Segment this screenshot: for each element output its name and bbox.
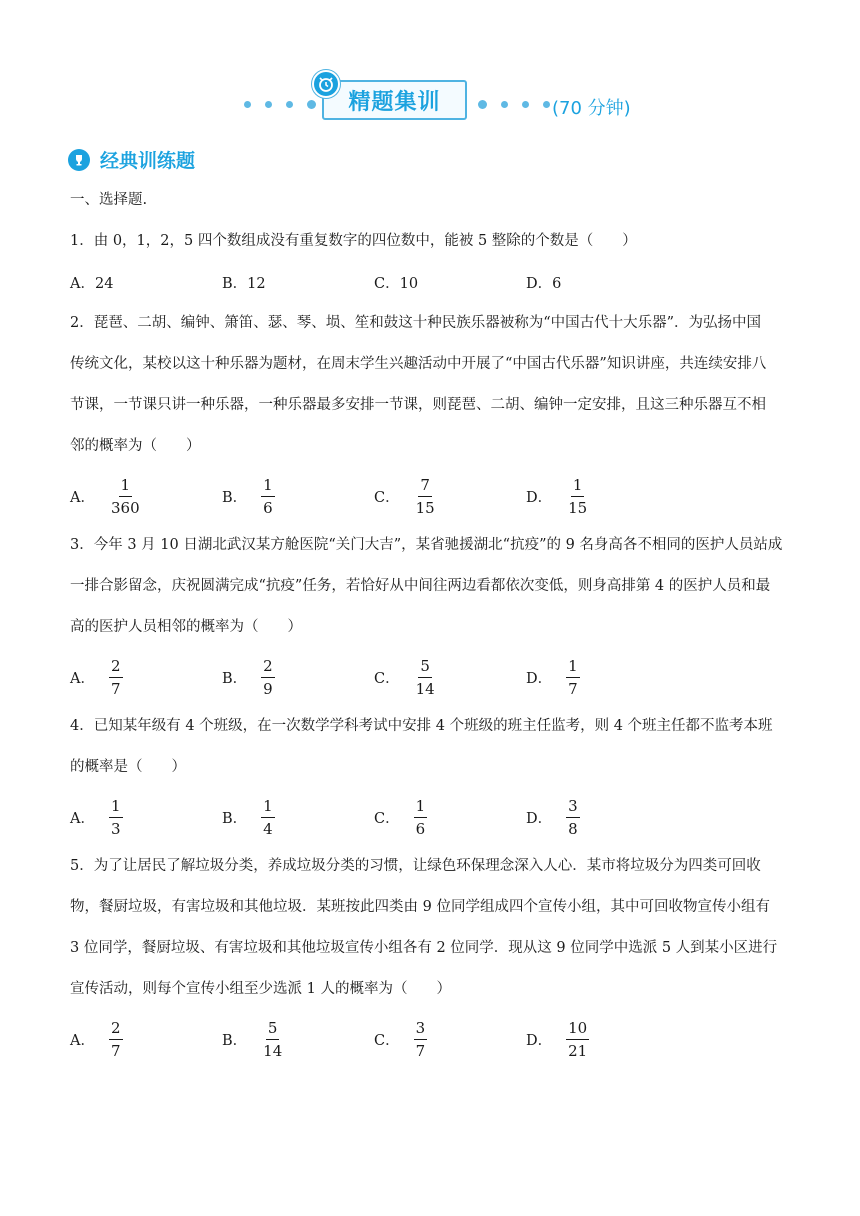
fraction-denominator: 7 [415,1041,426,1060]
option-label: A． [70,489,95,506]
option-choice[interactable] [374,272,526,293]
option-choice[interactable] [70,272,222,293]
question-text-line: 高的医护人员相邻的概率为（ ） [70,619,302,635]
fraction [261,1017,284,1062]
question-text-line: 邻的概率为（ ） [70,438,201,454]
alarm-clock-icon [312,70,340,98]
option-label: C． [374,489,400,506]
question-text-line: 节课，一节课只讲一种乐器，一种乐器最多安排一节课，则琵琶、二胡、编钟一定安排，且这三种乐器互不相 [70,397,766,413]
fraction-numerator: 2 [109,1017,123,1040]
fraction-numerator: 1 [414,795,428,818]
option-row [70,262,795,303]
question [70,221,795,303]
question [70,706,795,846]
option-row [70,1010,795,1068]
option-choice[interactable] [222,795,374,840]
option-choice[interactable] [374,474,526,519]
option-choice[interactable] [70,1017,222,1062]
option-label: B．12 [222,276,266,292]
right-dot-decoration [478,100,550,109]
fraction-denominator: 9 [263,679,273,698]
question-text-line: 3 位同学，餐厨垃圾、有害垃圾和其他垃圾宣传小组各有 2 位同学．现从这 9 位同学中选派 5 人到某小区进行 [70,940,778,956]
option-choice[interactable] [374,655,526,700]
option-label: C． [374,670,400,687]
time-limit: (70 分钟) [552,98,631,119]
option-label: A．24 [70,276,114,292]
fraction-denominator: 14 [263,1041,283,1060]
fraction [566,474,589,519]
option-choice[interactable] [374,795,526,840]
header-banner [0,76,860,126]
fraction-numerator: 1 [261,474,275,497]
fraction-numerator: 3 [566,795,580,818]
fraction-denominator: 6 [263,498,273,517]
fraction-numerator: 2 [109,655,123,678]
fraction-denominator: 7 [110,1041,121,1060]
option-label: B． [222,1032,248,1049]
question-text-line: 1．由 0，1，2，5 四个数组成没有重复数字的四位数中，能被 5 整除的个数是（ ） [70,233,637,249]
option-choice[interactable] [222,655,374,700]
question [70,303,795,525]
option-choice[interactable] [374,1017,526,1062]
option-label: C．10 [374,276,419,292]
question-text-line: 一排合影留念，庆祝圆满完成“抗疫”任务，若恰好从中间往两边看都依次变低，则身高排第 4 的医护人员和最 [70,578,771,594]
fraction-denominator: 7 [110,679,121,698]
fraction-denominator: 8 [568,819,578,838]
fraction [414,795,428,840]
option-choice[interactable] [526,474,678,519]
fraction-numerator: 10 [566,1017,589,1040]
fraction [414,1017,428,1062]
option-label: C． [374,1032,400,1049]
option-choice[interactable] [70,795,222,840]
option-label: D．6 [526,276,562,292]
question-text-line: 的概率是（ ） [70,759,186,775]
fraction [261,655,275,700]
fraction-numerator: 1 [566,655,580,678]
option-label: A． [70,810,95,827]
option-row [70,467,795,525]
fraction-numerator: 1 [119,474,133,497]
fraction [109,1017,123,1062]
fraction-denominator: 4 [263,819,273,838]
fraction [109,795,123,840]
question-text-line: 2．琵琶、二胡、编钟、箫笛、瑟、琴、埙、笙和鼓这十种民族乐器被称为“中国古代十大乐器”．为弘扬中国 [70,315,762,331]
fraction-denominator: 15 [415,498,435,517]
question-text-line: 传统文化，某校以这十种乐器为题材，在周末学生兴趣活动中开展了“中国古代乐器”知识讲座，共连续安排八 [70,356,767,372]
fraction-numerator: 1 [261,795,275,818]
question [70,525,795,706]
option-choice[interactable] [222,272,374,293]
fraction-numerator: 1 [571,474,585,497]
option-row [70,788,795,846]
fraction [414,655,437,700]
fraction-denominator: 6 [415,819,426,838]
left-dot-decoration [244,100,316,109]
option-label: B． [222,810,248,827]
option-choice[interactable] [526,795,678,840]
fraction [109,655,123,700]
fraction-denominator: 360 [110,498,140,517]
question [70,846,795,1068]
option-label: C． [374,810,400,827]
fraction-numerator: 5 [418,655,432,678]
option-label: A． [70,670,95,687]
fraction [261,795,275,840]
section-title: 经典训练题 [100,150,196,172]
question-text-line: 4．已知某年级有 4 个班级，在一次数学学科考试中安排 4 个班级的班主任监考，则 4 个班主任都不监考本班 [70,718,773,734]
fraction-denominator: 15 [568,498,588,517]
fraction-numerator: 3 [414,1017,428,1040]
option-choice[interactable] [526,655,678,700]
fraction-numerator: 5 [266,1017,280,1040]
fraction [261,474,275,519]
trophy-icon [68,149,90,171]
option-choice[interactable] [526,1017,678,1062]
option-label: D． [526,489,553,506]
fraction [566,1017,589,1062]
fraction-numerator: 2 [261,655,275,678]
option-label: B． [222,670,248,687]
fraction-numerator: 1 [109,795,123,818]
fraction [566,795,580,840]
fraction-denominator: 21 [568,1041,588,1060]
option-label: D． [526,670,553,687]
option-choice[interactable] [222,1017,374,1062]
fraction-denominator: 14 [415,679,435,698]
section-header [68,146,195,173]
option-label: A． [70,1032,95,1049]
question-text-line: 宣传活动，则每个宣传小组至少选派 1 人的概率为（ ） [70,981,451,997]
question-text-line: 3．今年 3 月 10 日湖北武汉某方舱医院“关门大吉”，某省驰援湖北“抗疫”的 9 名身高各不相同的医护人员站成 [70,537,783,553]
fraction-denominator: 7 [568,679,578,698]
option-choice[interactable] [526,272,678,293]
fraction [414,474,437,519]
fraction-numerator: 7 [418,474,432,497]
option-label: D． [526,1032,553,1049]
fraction [566,655,580,700]
fraction-denominator: 3 [110,819,121,838]
page-title: 精题集训 [322,80,467,120]
question-list [70,180,795,1068]
option-choice[interactable] [70,655,222,700]
question-text-line: 5．为了让居民了解垃圾分类，养成垃圾分类的习惯，让绿色环保理念深入人心．某市将垃圾分为四类可回收 [70,858,761,874]
option-label: B． [222,489,248,506]
option-choice[interactable] [70,474,222,519]
option-row [70,648,795,706]
fraction [109,474,142,519]
option-choice[interactable] [222,474,374,519]
part-heading: 一、选择题. [70,192,148,208]
question-text-line: 物，餐厨垃圾，有害垃圾和其他垃圾．某班按此四类由 9 位同学组成四个宣传小组，其中可回收物宣传小组有 [70,899,770,915]
option-label: D． [526,810,553,827]
